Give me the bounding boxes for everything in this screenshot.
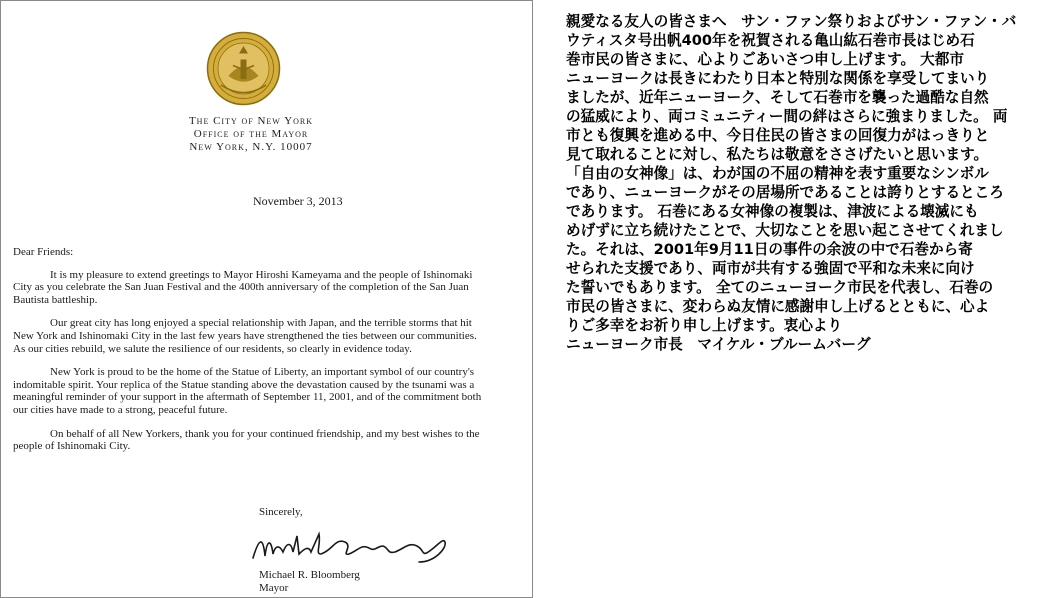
letter-paragraph: It is my pleasure to extend greetings to Mayor Hiroshi Kameyama and the people of Ishinomaki City as you celebrate the San Juan Festival and the 400th anniversary of the completion of the San Juan Bautista battleship. bbox=[13, 268, 473, 306]
translation-line: 巻市民の皆さまに、心よりごあいさつ申し上げます。 大都市 bbox=[566, 51, 964, 68]
letterhead-line: Office of the Mayor bbox=[193, 128, 309, 140]
translation-line: の猛威により、両コミュニティー間の絆はさらに強まりました。 両 bbox=[566, 108, 1008, 125]
translation-line: 「自由の女神像」は、わが国の不屈の精神を表す重要なシンボル bbox=[566, 165, 989, 182]
letter-date: November 3, 2013 bbox=[253, 194, 343, 208]
translation-line: た。それは、2001年9月11日の事件の余波の中で石巻から寄 bbox=[566, 241, 973, 258]
translation-line: 市とも復興を進める中、今日住民の皆さまの回復力がはっきりと bbox=[566, 127, 990, 144]
translation-line: ましたが、近年ニューヨーク、そして石巻市を襲った過酷な自然 bbox=[566, 89, 989, 106]
signer-block bbox=[259, 569, 360, 594]
translation-line: 市民の皆さまに、変わらぬ友情に感謝申し上げるとともに、心よ bbox=[566, 298, 990, 315]
japanese-translation bbox=[566, 12, 1054, 354]
signer-title: Mayor bbox=[259, 581, 289, 594]
letterhead-line: The City of New York bbox=[188, 115, 314, 127]
letter-paragraph: New York is proud to be the home of the Statue of Liberty, an important symbol of our country's indomitable spirit. Your replica of the Statue standing above the devastation caused by the tsunami was a meaningful reminder of your support in the aftermath of September 11, 2001, and of the commitment both our cities have made to a strong, peaceful future. bbox=[13, 366, 482, 416]
translation-line: せられた支援であり、両市が共有する強固で平和な未来に向け bbox=[566, 260, 975, 277]
signer-name: Michael R. Bloomberg bbox=[259, 569, 360, 581]
translation-line: 見て取れることに対し、私たちは敬意をささげたいと思います。 bbox=[566, 146, 989, 163]
translation-line: ニューヨークは長きにわたり日本と特別な関係を享受してまいり bbox=[566, 70, 990, 87]
letter-paragraph: On behalf of all New Yorkers, thank you for your continued friendship, and my best wishes to the people of Ishinomaki City. bbox=[13, 427, 480, 453]
translation-line: た誓いでもあります。 全てのニューヨーク市民を代表し、石巻の bbox=[566, 279, 994, 296]
signature-icon bbox=[249, 528, 449, 566]
letter-paragraph: Our great city has long enjoyed a special relationship with Japan, and the terrible storms that hit New York and Ishinomaki City in the last few years have strengthened the ties between our communities. As our cities rebuild, we salute the resilience of our residents, so clearly in evidence today. bbox=[13, 317, 477, 355]
letterhead-line: New York, N.Y. 10007 bbox=[189, 141, 313, 153]
city-seal-icon bbox=[206, 31, 281, 106]
translation-line: ウティスタ号出帆400年を祝賀される亀山紘石巻市長はじめ石 bbox=[566, 32, 975, 49]
translation-line: りご多幸をお祈り申し上げます。衷心より bbox=[566, 317, 843, 334]
letterhead bbox=[151, 115, 351, 154]
translation-line: 親愛なる友人の皆さまへ サン・ファン祭りおよびサン・ファン・バ bbox=[566, 13, 1017, 30]
translation-line: であります。 石巻にある女神像の複製は、津波による壊滅にも bbox=[566, 203, 979, 220]
salutation: Dear Friends: bbox=[13, 246, 74, 258]
letter-body bbox=[13, 246, 483, 464]
translation-line: ニューヨーク市長 マイケル・ブルームバーグ bbox=[566, 336, 871, 353]
closing: Sincerely, bbox=[259, 506, 303, 518]
translation-line: であり、ニューヨークがその居場所であることは誇りとするところ bbox=[566, 184, 1004, 201]
translation-line: めげずに立ち続けたことで、大切なことを思い起こさせてくれまし bbox=[566, 222, 1004, 239]
